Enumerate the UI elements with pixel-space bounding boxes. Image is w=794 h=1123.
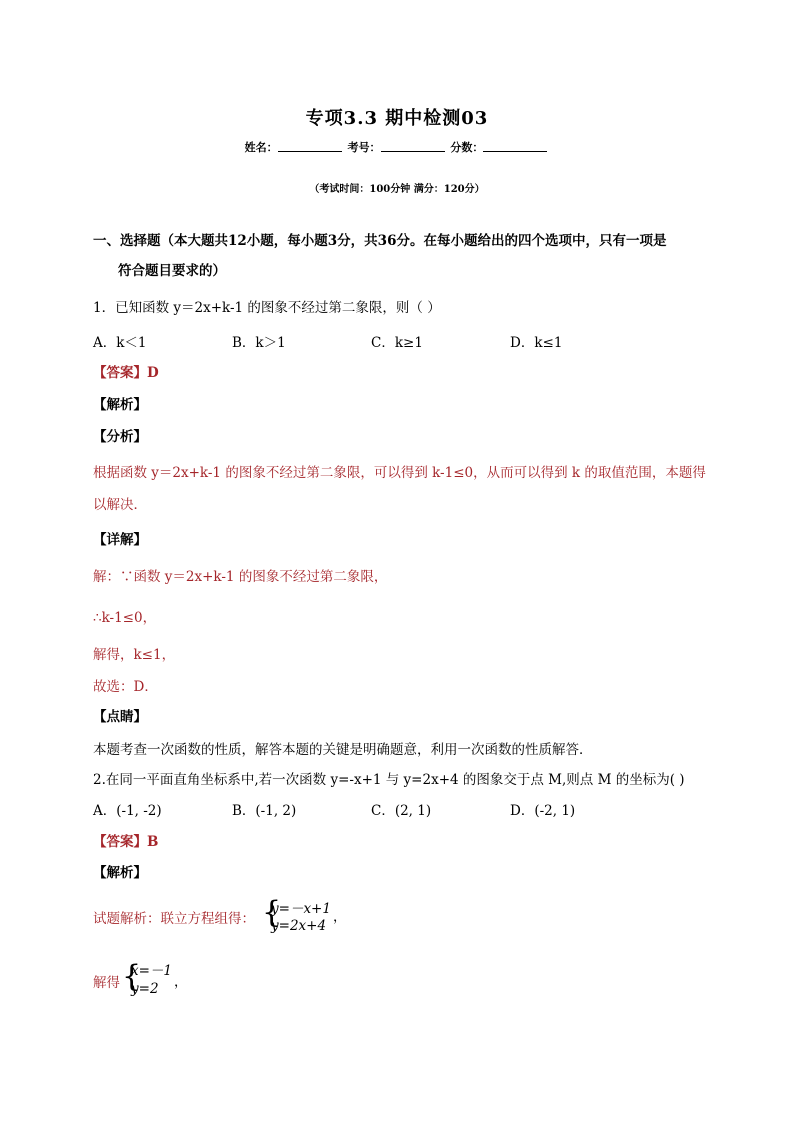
q1-analysis-label: 【解析】 xyxy=(93,397,147,413)
section-heading-cont: 符合题目要求的） xyxy=(118,263,226,279)
q1-stem: 1．已知函数 y＝2x+k-1 的图象不经过第二象限，则（ ） xyxy=(93,300,441,316)
name-blank[interactable] xyxy=(278,141,342,152)
q2-res1: x=－1 xyxy=(131,963,173,979)
q1-answer: 【答案】D xyxy=(93,365,159,381)
q1-options xyxy=(93,331,649,351)
q2-option-d: D．(-2, 1) xyxy=(510,803,576,819)
page-title: 专项3.3 期中检测03 xyxy=(305,108,489,129)
q2-eq2: y=2x+4 xyxy=(271,918,327,934)
q1-detail-line4: 故选：D． xyxy=(93,679,158,695)
q2-solve-label: 试题解析：联立方程组得： xyxy=(93,911,255,927)
q2-option-a: A．(-1, -2) xyxy=(93,803,162,819)
left-brace-icon: { xyxy=(262,895,282,930)
q2-answer: 【答案】B xyxy=(93,834,159,850)
exam-no-blank[interactable] xyxy=(381,141,445,152)
q2-sep1: ， xyxy=(333,909,347,925)
q1-detail-line3: 解得，k≤1， xyxy=(93,647,176,663)
q1-detail-label: 【详解】 xyxy=(93,532,147,548)
q1-option-a: A．k＜1 xyxy=(93,335,147,351)
time-note: （考试时间：100分钟 满分：120分） xyxy=(309,184,485,195)
left-brace-icon: { xyxy=(122,959,142,994)
exam-no-label: 考号： xyxy=(347,141,381,154)
q1-comment-text: 本题考查一次函数的性质，解答本题的关键是明确题意，利用一次函数的性质解答． xyxy=(93,742,593,758)
q1-detail-line1: 解：∵函数 y＝2x+k-1 的图象不经过第二象限， xyxy=(93,569,388,585)
q2-option-c: C．(2, 1) xyxy=(371,803,432,819)
q2-option-b: B．(-1, 2) xyxy=(232,803,297,819)
q1-option-c: C．k≥1 xyxy=(371,335,423,351)
q2-result-label: 解得 xyxy=(93,975,120,991)
score-blank[interactable] xyxy=(483,141,547,152)
q1-detail-line2: ∴k-1≤0， xyxy=(93,610,157,626)
section-heading: 一、选择题（本大题共12小题，每小题3分，共36分。在每小题给出的四个选项中，只有一项是 xyxy=(93,233,667,249)
student-info-line xyxy=(0,139,794,155)
q1-option-b: B．k＞1 xyxy=(232,335,286,351)
score-label: 分数： xyxy=(450,141,484,154)
q1-fenxi-line2: 以解决． xyxy=(93,497,147,513)
q1-option-d: D．k≤1 xyxy=(510,335,563,351)
q2-res2: y=2 xyxy=(131,981,159,997)
q1-fenxi-label: 【分析】 xyxy=(93,429,147,445)
name-label: 姓名： xyxy=(244,141,278,154)
q2-analysis-label: 【解析】 xyxy=(93,865,147,881)
q2-sep2: ， xyxy=(174,974,188,990)
q1-comment-label: 【点睛】 xyxy=(93,709,147,725)
q2-options xyxy=(93,799,649,819)
q2-stem: 2.在同一平面直角坐标系中,若一次函数 y=-x+1 与 y=2x+4 的图象交于点 M,则点 M 的坐标为( ) xyxy=(93,772,685,788)
q1-fenxi-line1: 根据函数 y＝2x+k-1 的图象不经过第二象限，可以得到 k-1≤0，从而可以得到 k 的取值范围，本题得 xyxy=(93,465,706,481)
q2-eq1: y=－x+1 xyxy=(271,901,331,917)
